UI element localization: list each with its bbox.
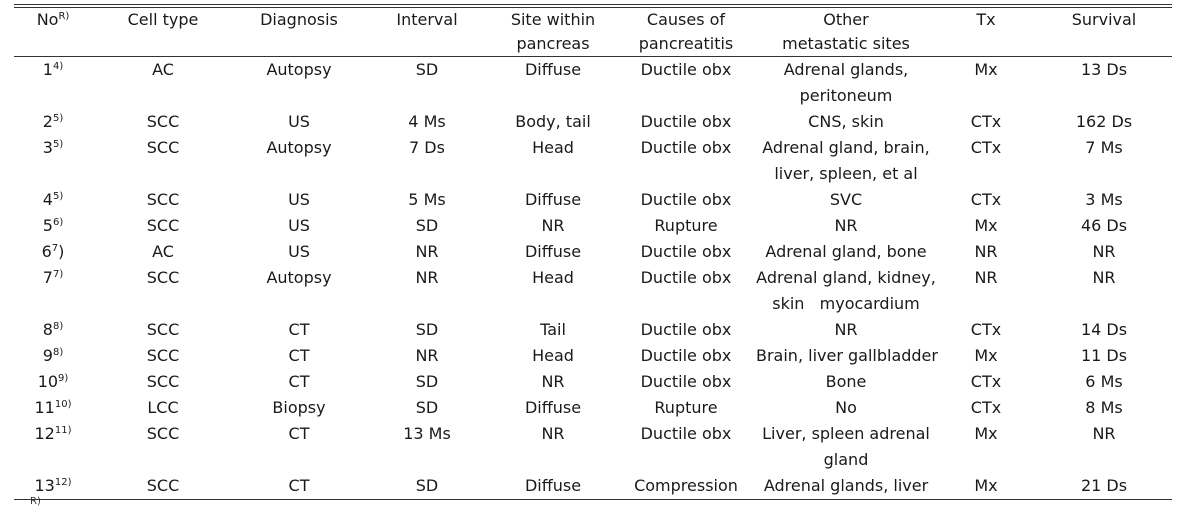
cell-survival: 46 Ds: [1080, 216, 1128, 235]
cell-no: 8$^{8)}$: [42, 320, 64, 339]
cell-site: Diffuse: [524, 398, 582, 417]
header-diagnosis: Diagnosis: [234, 8, 364, 57]
cell-survival: 3 Ms: [1085, 190, 1123, 209]
cell-interval: 4 Ms: [408, 112, 446, 131]
cell-interval: SD: [415, 372, 439, 391]
top-rule: [14, 4, 1172, 5]
cell-diagnosis: US: [288, 190, 310, 209]
cell-tx: NR: [974, 242, 998, 261]
cell-tx: Mx: [974, 346, 998, 365]
header-other-sites: Other metastatic sites: [756, 8, 936, 57]
table-row: [14, 421, 1172, 473]
cell-survival: 162 Ds: [1075, 112, 1133, 131]
cell-cell-type: LCC: [147, 398, 179, 417]
cell-interval: NR: [415, 242, 439, 261]
cell-cell-type: SCC: [146, 424, 180, 443]
cell-other-sites: Adrenal gland, brain, liver, spleen, et al: [762, 138, 930, 183]
table-row: [14, 317, 1172, 343]
cell-interval: SD: [415, 216, 439, 235]
cell-other-sites: NR: [834, 216, 858, 235]
cell-tx: Mx: [974, 60, 998, 79]
cell-interval: 5 Ms: [408, 190, 446, 209]
cell-survival: 6 Ms: [1085, 372, 1123, 391]
cell-diagnosis: CT: [288, 346, 310, 365]
cell-cause: Ductile obx: [640, 242, 732, 261]
cell-site: Diffuse: [490, 473, 616, 500]
cell-diagnosis: Biopsy: [272, 398, 326, 417]
cell-site: Diffuse: [524, 242, 582, 261]
cell-site: Head: [532, 138, 574, 157]
cell-site: NR: [541, 216, 565, 235]
cell-other-sites: CNS, skin: [808, 112, 884, 131]
case-table: [14, 8, 1172, 500]
cell-interval: SD: [364, 473, 490, 500]
table-row: [14, 395, 1172, 421]
cell-diagnosis: CT: [288, 320, 310, 339]
table-row: [14, 135, 1172, 187]
table-row: [14, 473, 1172, 500]
cell-diagnosis: US: [288, 216, 310, 235]
cell-other-sites: SVC: [829, 190, 863, 209]
cell-interval: SD: [415, 320, 439, 339]
cell-cell-type: SCC: [146, 190, 180, 209]
cell-no: 9$^{8)}$: [42, 346, 64, 365]
cell-cause: Ductile obx: [640, 60, 732, 79]
cell-other-sites: Adrenal glands, liver: [756, 473, 936, 500]
cell-cell-type: SCC: [146, 372, 180, 391]
cell-cell-type: AC: [152, 60, 174, 79]
cell-cause: Ductile obx: [640, 190, 732, 209]
cell-cause: Ductile obx: [640, 372, 732, 391]
cell-tx: CTx: [970, 372, 1002, 391]
cell-interval: NR: [415, 346, 439, 365]
header-no: $No^{R)}$: [14, 8, 92, 57]
cell-site: Tail: [540, 320, 566, 339]
table-row: [14, 265, 1172, 317]
cell-cell-type: SCC: [146, 346, 180, 365]
table-row: [14, 187, 1172, 213]
cell-interval: SD: [415, 60, 439, 79]
cell-cell-type: SCC: [146, 320, 180, 339]
cell-no: 5$^{6)}$: [42, 216, 64, 235]
cell-cause: Ductile obx: [640, 424, 732, 443]
cell-site: Head: [532, 346, 574, 365]
cell-diagnosis: CT: [288, 424, 310, 443]
cell-cause: Rupture: [654, 216, 718, 235]
cell-tx: CTx: [970, 398, 1002, 417]
cell-diagnosis: US: [288, 242, 310, 261]
cell-site: NR: [541, 424, 565, 443]
cell-cell-type: SCC: [146, 112, 180, 131]
cell-tx: CTx: [970, 112, 1002, 131]
header-row: [14, 8, 1172, 57]
cell-cell-type: SCC: [146, 138, 180, 157]
table-container: [14, 4, 1172, 500]
table-row: [14, 239, 1172, 265]
cell-survival: 11 Ds: [1080, 346, 1128, 365]
header-survival: Survival: [1036, 8, 1172, 57]
table-row: [14, 343, 1172, 369]
cell-no: $6^7$): [41, 242, 65, 261]
cell-survival: 13 Ds: [1080, 60, 1128, 79]
cell-survival: NR: [1092, 242, 1116, 261]
cell-cause: Ductile obx: [640, 138, 732, 157]
header-interval: Interval: [364, 8, 490, 57]
table-body: [14, 57, 1172, 500]
cell-no: 4$^{5)}$: [42, 190, 64, 209]
cell-other-sites: Liver, spleen adrenal gland: [762, 424, 930, 469]
cell-diagnosis: Autopsy: [266, 268, 332, 287]
cell-other-sites: Adrenal gland, bone: [765, 242, 927, 261]
cell-tx: CTx: [970, 138, 1002, 157]
cell-cell-type: SCC: [92, 473, 234, 500]
header-cell-type: Cell type: [92, 8, 234, 57]
cell-interval: 7 Ds: [409, 138, 445, 157]
cell-survival: NR: [1092, 268, 1116, 287]
cell-other-sites: Adrenal gland, kidney, skin myocardium: [756, 268, 936, 313]
cell-cause: Ductile obx: [640, 112, 732, 131]
cell-diagnosis: Autopsy: [266, 138, 332, 157]
cell-tx: CTx: [970, 190, 1002, 209]
table-row: [14, 369, 1172, 395]
cell-interval: NR: [415, 268, 439, 287]
cell-other-sites: No: [835, 398, 857, 417]
cell-cause: Ductile obx: [640, 320, 732, 339]
cell-tx: Mx: [936, 473, 1036, 500]
table-row: [14, 213, 1172, 239]
cell-other-sites: Brain, liver gallbladder: [756, 346, 938, 365]
cell-no: 10$^{9)}$: [37, 372, 69, 391]
cell-cause: Rupture: [654, 398, 718, 417]
cell-cell-type: SCC: [146, 268, 180, 287]
cell-no: 3$^{5)}$: [42, 138, 64, 157]
cell-other-sites: Bone: [825, 372, 867, 391]
cell-no: 7$^{7)}$: [42, 268, 64, 287]
cell-survival: 8 Ms: [1085, 398, 1123, 417]
table-row: [14, 109, 1172, 135]
header-causes: Causes of pancreatitis: [616, 8, 756, 57]
cell-tx: Mx: [974, 216, 998, 235]
cell-no: 13$^{12)}$: [14, 473, 92, 500]
cell-diagnosis: Autopsy: [266, 60, 332, 79]
cell-cause: Compression: [616, 473, 756, 500]
cell-diagnosis: CT: [234, 473, 364, 500]
cell-no: 12$^{11)}$: [34, 424, 72, 443]
cell-diagnosis: US: [288, 112, 310, 131]
cell-survival: NR: [1092, 424, 1116, 443]
cell-cause: Ductile obx: [640, 346, 732, 365]
cell-interval: SD: [415, 398, 439, 417]
cell-site: Diffuse: [524, 60, 582, 79]
footnote: R): [30, 496, 41, 507]
cell-other-sites: NR: [834, 320, 858, 339]
cell-cause: Ductile obx: [640, 268, 732, 287]
cell-survival: 14 Ds: [1080, 320, 1128, 339]
cell-cell-type: SCC: [146, 216, 180, 235]
cell-site: Body, tail: [515, 112, 591, 131]
header-tx: Tx: [936, 8, 1036, 57]
cell-site: Head: [532, 268, 574, 287]
cell-no: 2$^{5)}$: [42, 112, 64, 131]
cell-diagnosis: CT: [288, 372, 310, 391]
cell-tx: NR: [974, 268, 998, 287]
header-site: Site within pancreas: [490, 8, 616, 57]
cell-survival: 21 Ds: [1036, 473, 1172, 500]
cell-no: 1$^{4)}$: [42, 60, 64, 79]
cell-site: NR: [541, 372, 565, 391]
cell-interval: 13 Ms: [403, 424, 451, 443]
cell-other-sites: Adrenal glands, peritoneum: [783, 60, 909, 105]
cell-cell-type: AC: [152, 242, 174, 261]
cell-tx: CTx: [970, 320, 1002, 339]
cell-no: 11$^{10)}$: [34, 398, 72, 417]
cell-site: Diffuse: [524, 190, 582, 209]
cell-tx: Mx: [974, 424, 998, 443]
cell-survival: 7 Ms: [1085, 138, 1123, 157]
table-row: [14, 57, 1172, 110]
